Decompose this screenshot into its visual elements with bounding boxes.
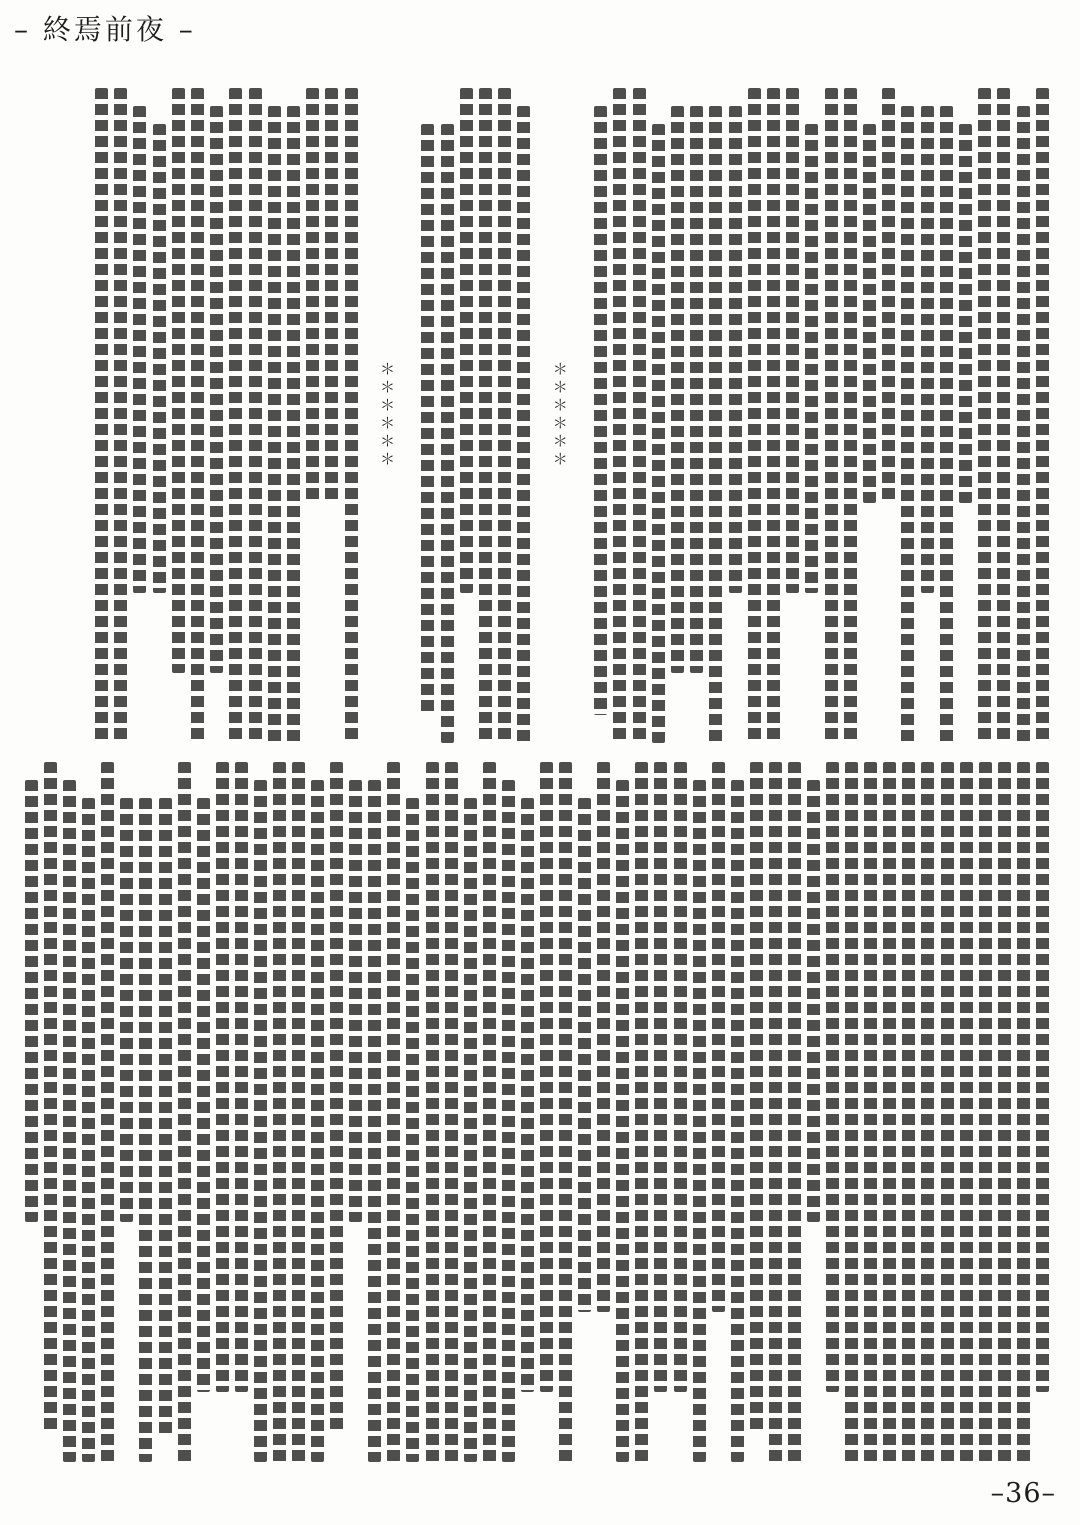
redacted-text-column (979, 762, 992, 1462)
redacted-text-column (133, 106, 146, 593)
redacted-text-column (997, 88, 1010, 743)
redacted-text-column (786, 88, 799, 593)
redacted-text-column (998, 762, 1011, 1462)
redacted-text-column (114, 88, 127, 743)
redacted-text-column (345, 88, 358, 743)
redacted-text-column (805, 124, 818, 593)
redacted-text-column (25, 780, 38, 1222)
redacted-text-column (349, 780, 362, 1222)
redacted-text-column (940, 106, 953, 743)
redacted-text-column (731, 780, 744, 1462)
redacted-text-column (613, 88, 626, 743)
redacted-text-column (597, 762, 610, 1312)
section-separator: ＊＊＊＊＊＊ (550, 361, 569, 469)
redacted-text-column (978, 88, 991, 743)
redacted-text-column (559, 762, 572, 1462)
redacted-text-column (445, 762, 458, 1462)
redacted-text-column (767, 88, 780, 743)
redacted-text-column (863, 124, 876, 503)
redacted-text-column (268, 106, 281, 743)
redacted-text-column (616, 780, 629, 1462)
redacted-text-column (101, 762, 114, 1462)
redacted-text-column (674, 762, 687, 1392)
redacted-text-column (235, 762, 248, 1392)
redacted-text-column (729, 106, 742, 593)
redacted-text-column (311, 780, 324, 1462)
redacted-text-column (826, 762, 839, 1392)
redacted-text-column (426, 762, 439, 1462)
redacted-text-column (387, 762, 400, 1462)
redacted-text-column (287, 106, 300, 743)
redacted-text-column (578, 798, 591, 1312)
redacted-text-column (654, 762, 667, 1392)
redacted-text-column (635, 762, 648, 1462)
redacted-text-column (594, 106, 607, 715)
redacted-text-column (464, 798, 477, 1462)
redacted-text-column (95, 88, 108, 743)
redacted-text-column (921, 762, 934, 1462)
redacted-text-column (406, 798, 419, 1462)
section-separator: ＊＊＊＊＊＊ (378, 361, 396, 469)
text-block-top (95, 88, 1055, 743)
redacted-text-column (460, 88, 473, 593)
redacted-text-column (120, 798, 133, 1222)
redacted-text-column (540, 762, 553, 1392)
redacted-text-column (178, 762, 191, 1462)
redacted-text-column (273, 762, 286, 1462)
text-block-bottom (25, 762, 1055, 1462)
redacted-text-column (788, 762, 801, 1462)
redacted-text-column (633, 88, 646, 743)
redacted-text-column (750, 762, 763, 1434)
redacted-text-column (671, 106, 684, 673)
redacted-text-column (1036, 88, 1049, 743)
redacted-text-column (249, 88, 262, 743)
redacted-text-column (216, 762, 229, 1392)
redacted-text-column (306, 88, 319, 503)
redacted-text-column (690, 106, 703, 673)
redacted-text-column (709, 106, 722, 743)
redacted-text-column (502, 780, 515, 1462)
redacted-text-column (748, 88, 761, 743)
redacted-text-column (825, 88, 838, 743)
redacted-text-column (902, 762, 915, 1462)
page-title: – 終焉前夜 – (14, 13, 196, 46)
page-number: –36– (990, 1478, 1056, 1509)
redacted-text-column (1017, 762, 1030, 1462)
redacted-text-column (421, 124, 434, 715)
redacted-text-column (139, 798, 152, 1462)
redacted-text-column (229, 88, 242, 743)
redacted-text-column (191, 88, 204, 743)
redacted-text-column (325, 88, 338, 503)
redacted-text-column (44, 762, 57, 1434)
redacted-text-column (479, 88, 492, 743)
redacted-text-column (153, 124, 166, 593)
redacted-text-column (901, 106, 914, 743)
redacted-text-column (960, 762, 973, 1462)
redacted-text-column (517, 106, 530, 743)
redacted-text-column (521, 798, 534, 1392)
redacted-text-column (82, 798, 95, 1462)
redacted-text-column (941, 762, 954, 1462)
redacted-text-column (368, 780, 381, 1462)
redacted-text-column (845, 762, 858, 1462)
redacted-text-column (652, 124, 665, 743)
redacted-text-column (882, 88, 895, 503)
redacted-text-column (63, 780, 76, 1462)
redacted-text-column (197, 798, 210, 1392)
redacted-text-column (883, 762, 896, 1462)
redacted-text-column (693, 780, 706, 1462)
redacted-text-column (959, 124, 972, 503)
redacted-text-column (1017, 106, 1030, 743)
redacted-text-column (254, 780, 267, 1462)
redacted-text-column (712, 762, 725, 1312)
redacted-text-column (498, 88, 511, 743)
redacted-text-column (844, 88, 857, 743)
redacted-text-column (864, 762, 877, 1462)
redacted-text-column (210, 106, 223, 673)
redacted-text-column (769, 762, 782, 1462)
redacted-text-column (807, 780, 820, 1222)
redacted-text-column (159, 798, 172, 1434)
redacted-text-column (921, 106, 934, 593)
redacted-text-column (172, 88, 185, 673)
redacted-text-column (292, 762, 305, 1462)
redacted-text-column (483, 762, 496, 1462)
redacted-text-column (330, 762, 343, 1434)
redacted-text-column (441, 124, 454, 743)
redacted-text-column (1036, 762, 1049, 1392)
